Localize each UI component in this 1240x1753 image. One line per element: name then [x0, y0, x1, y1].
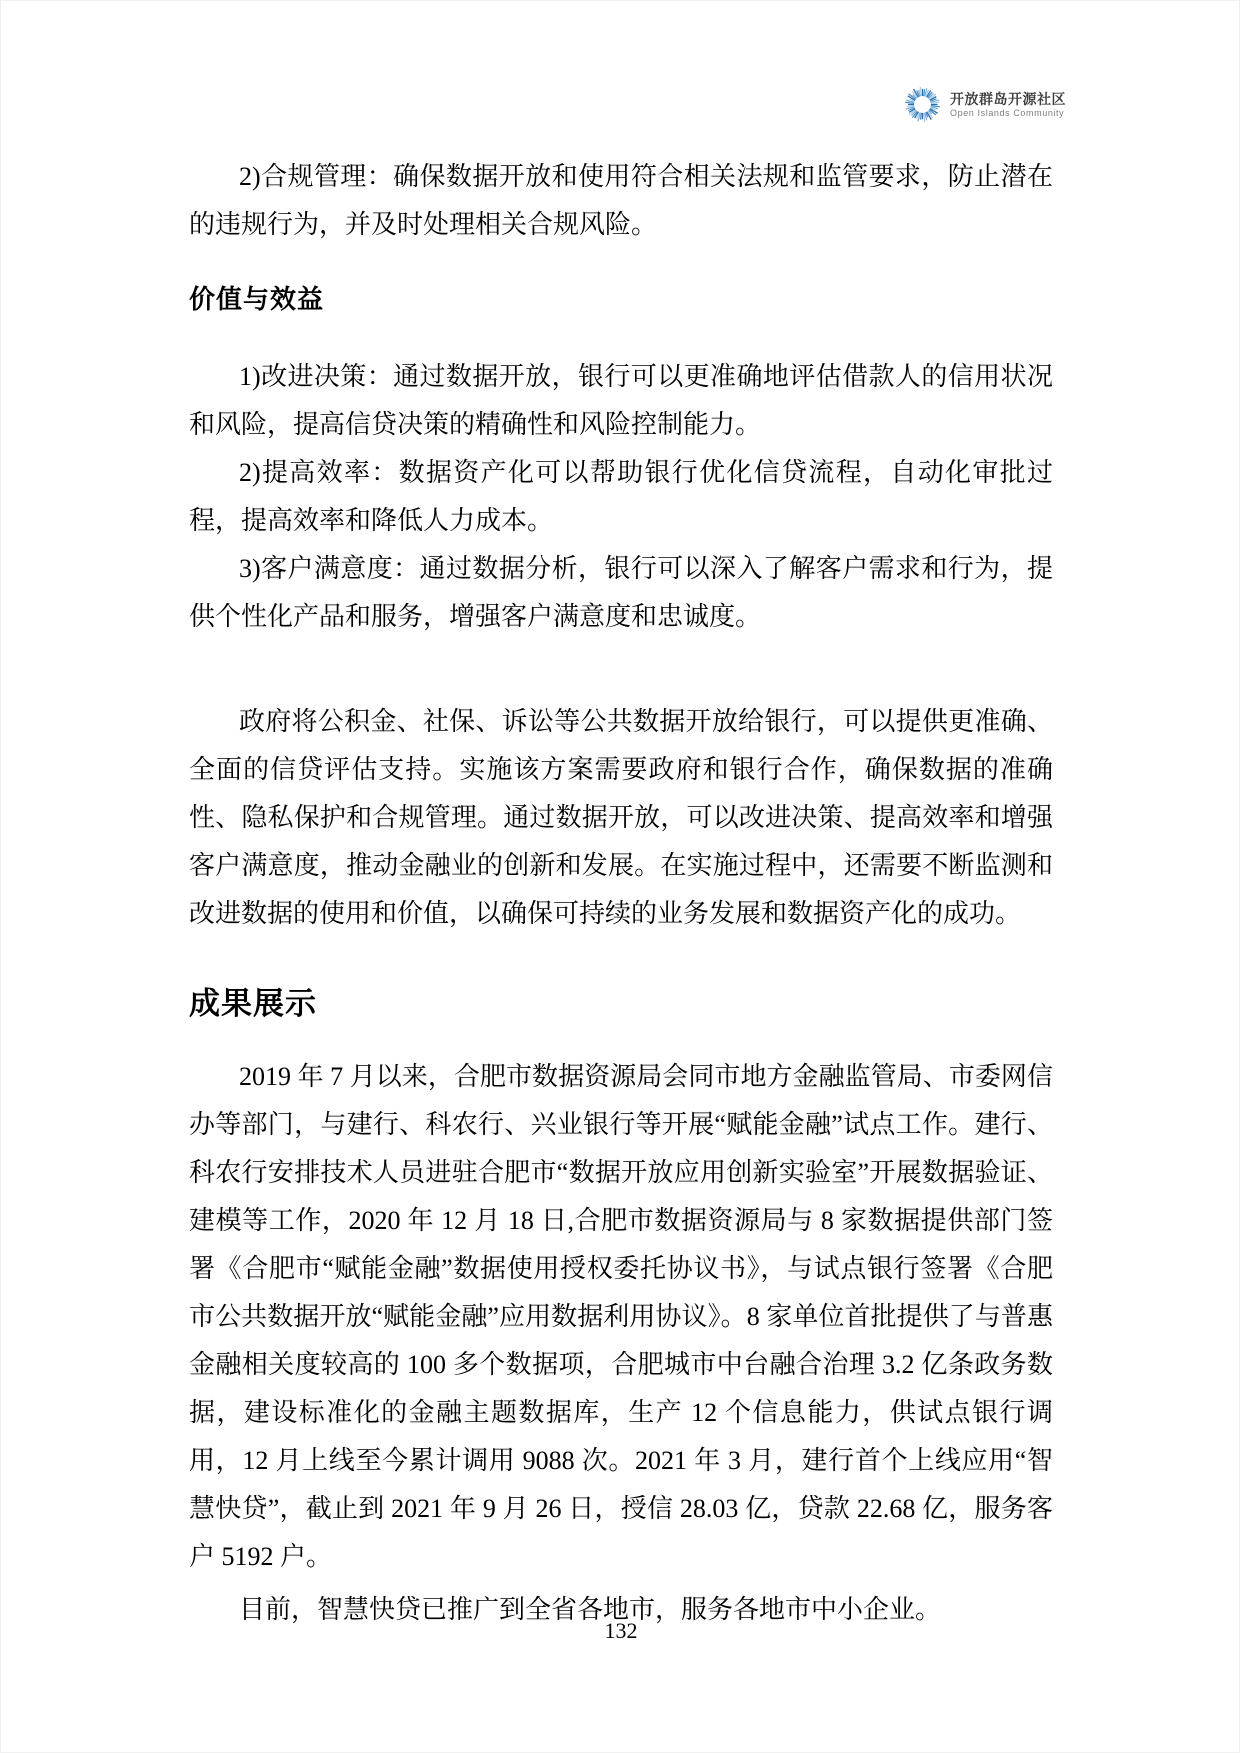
paragraph-efficiency: 2)提高效率：数据资产化可以帮助银行优化信贷流程，自动化审批过程，提高效率和降低人力成本。 [189, 458, 1053, 535]
heading-value-benefits: 价值与效益 [189, 284, 325, 314]
paragraph-current: 目前，智慧快贷已推广到全省各地市，服务各地市中小企业。 [239, 1595, 942, 1624]
heading-results: 成果展示 [189, 986, 317, 1021]
logo-title: 开放群岛开源社区 [950, 90, 1066, 107]
page-number: 132 [604, 1618, 638, 1643]
paragraph-compliance: 2)合规管理：确保数据开放和使用符合相关法规和监管要求，防止潜在的违规行为，并及时处理相关合规风险。 [189, 162, 1053, 239]
page-footer [189, 1607, 1053, 1655]
paragraph-decision: 1)改进决策：通过数据开放，银行可以更准确地评估借款人的信用状况和风险，提高信贷决策的精确性和风险控制能力。 [189, 362, 1053, 439]
logo-subtitle: Open Islands Community [950, 107, 1065, 118]
paragraph-results: 2019 年 7 月以来，合肥市数据资源局会同市地方金融监管局、市委网信办等部门，与建行、科农行、兴业银行等开展“赋能金融”试点工作。建行、科农行安排技术人员进驻合肥市“数据开放应用创新实验室”开展数据验证、建模等工作，2020 年 12 月 18 日,合肥市数据资源局与 8 家数据提供部门签署《合肥市“赋能金融”数据使用授权委托协议书》，与试点银行签署《合肥市公共数据开放“赋能金融”应用数据利用协议》。8 家单位首批提供了与普惠金融相关度较高的 100 多个数据项，合肥城市中台融合治理 3.2 亿条政务数据，建设标准化的金融主题数据库，生产 12 个信息能力，供试点银行调用，12 月上线至今累计调用 9088 次。2021 年 3 月，建行首个上线应用“智慧快贷”，截止到 2021 年 9 月 26 日，授信 28.03 亿，贷款 22.68 亿，服务客户 5192 户。 [189, 1062, 1053, 1571]
paragraph-satisfaction: 3)客户满意度：通过数据分析，银行可以深入了解客户需求和行为，提供个性化产品和服务，增强客户满意度和忠诚度。 [189, 554, 1053, 631]
document-body [189, 1, 1053, 1634]
paragraph-government: 政府将公积金、社保、诉讼等公共数据开放给银行，可以提供更准确、全面的信贷评估支持。实施该方案需要政府和银行合作，确保数据的准确性、隐私保护和合规管理。通过数据开放，可以改进决策、提高效率和增强客户满意度，推动金融业的创新和发展。在实施过程中，还需要不断监测和改进数据的使用和价值，以确保可持续的业务发展和数据资产化的成功。 [189, 707, 1053, 928]
